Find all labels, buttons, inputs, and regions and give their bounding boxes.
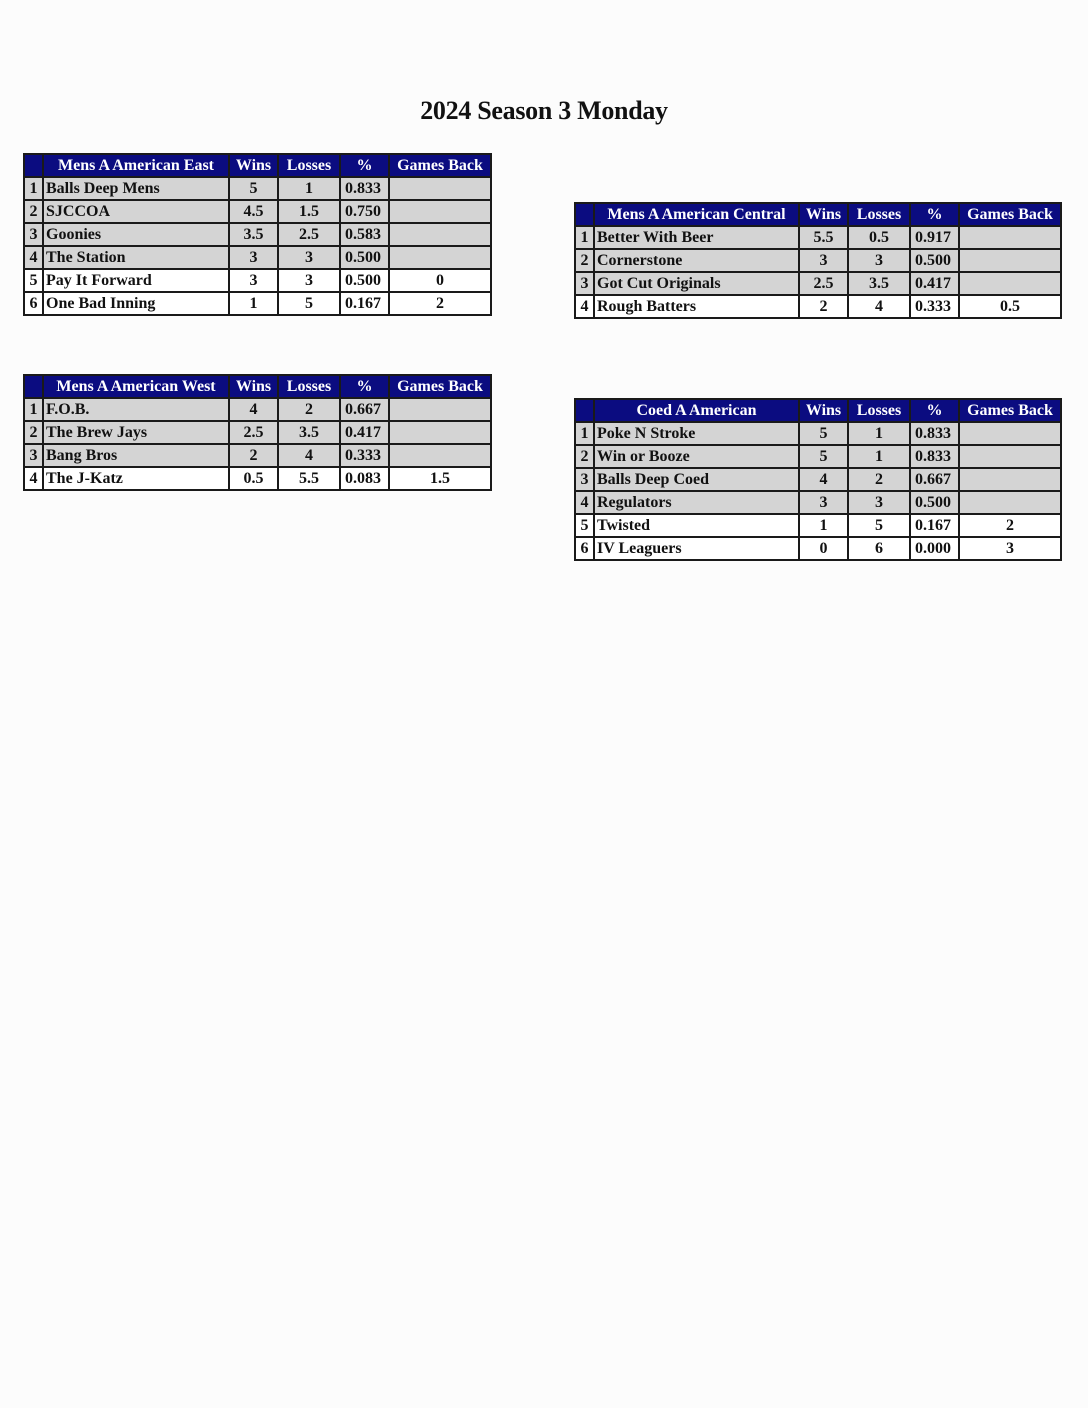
pct-cell: 0.000 bbox=[910, 537, 959, 560]
rank-cell: 3 bbox=[24, 444, 43, 467]
table-row bbox=[24, 467, 491, 490]
losses-cell: 0.5 bbox=[848, 226, 910, 249]
games-back-cell bbox=[959, 445, 1061, 468]
wins-cell: 2.5 bbox=[229, 421, 278, 444]
games-back-cell bbox=[959, 468, 1061, 491]
page-title: 2024 Season 3 Monday bbox=[420, 96, 668, 125]
losses-cell: 1.5 bbox=[278, 200, 340, 223]
games-back-cell: 1.5 bbox=[389, 467, 491, 490]
wins-column-header: Wins bbox=[229, 375, 278, 398]
pct-cell: 0.333 bbox=[910, 295, 959, 318]
games-back-cell bbox=[389, 200, 491, 223]
wins-cell: 2 bbox=[799, 295, 848, 318]
wins-cell: 3 bbox=[229, 246, 278, 269]
division-name: Mens A American Central bbox=[594, 203, 799, 226]
table-row bbox=[24, 444, 491, 467]
team-name-cell: Twisted bbox=[594, 514, 799, 537]
table-row bbox=[575, 422, 1061, 445]
games-back-cell bbox=[959, 249, 1061, 272]
table-header-row bbox=[24, 154, 491, 177]
table-row bbox=[24, 200, 491, 223]
table-row bbox=[575, 272, 1061, 295]
wins-cell: 1 bbox=[229, 292, 278, 315]
rank-cell: 4 bbox=[575, 491, 594, 514]
games-back-cell bbox=[389, 223, 491, 246]
pct-cell: 0.083 bbox=[340, 467, 389, 490]
pct-cell: 0.500 bbox=[910, 491, 959, 514]
team-name-cell: Balls Deep Mens bbox=[43, 177, 229, 200]
pct-column-header: % bbox=[340, 154, 389, 177]
team-name-cell: Balls Deep Coed bbox=[594, 468, 799, 491]
losses-column-header: Losses bbox=[848, 203, 910, 226]
pct-cell: 0.500 bbox=[910, 249, 959, 272]
pct-column-header: % bbox=[910, 203, 959, 226]
rank-cell: 1 bbox=[24, 177, 43, 200]
table-row bbox=[575, 295, 1061, 318]
games-back-cell bbox=[389, 246, 491, 269]
rank-cell: 1 bbox=[575, 422, 594, 445]
losses-cell: 3 bbox=[278, 269, 340, 292]
pct-cell: 0.583 bbox=[340, 223, 389, 246]
wins-cell: 3 bbox=[799, 491, 848, 514]
team-name-cell: Goonies bbox=[43, 223, 229, 246]
division-name: Coed A American bbox=[594, 399, 799, 422]
pct-column-header: % bbox=[340, 375, 389, 398]
games-back-cell: 2 bbox=[389, 292, 491, 315]
team-name-cell: The Brew Jays bbox=[43, 421, 229, 444]
games-back-cell bbox=[389, 444, 491, 467]
team-name-cell: F.O.B. bbox=[43, 398, 229, 421]
losses-cell: 1 bbox=[848, 445, 910, 468]
wins-cell: 5 bbox=[229, 177, 278, 200]
games-back-column-header: Games Back bbox=[389, 154, 491, 177]
wins-cell: 4 bbox=[799, 468, 848, 491]
standings-table-west bbox=[23, 374, 492, 491]
losses-cell: 2 bbox=[848, 468, 910, 491]
pct-cell: 0.417 bbox=[340, 421, 389, 444]
games-back-cell: 3 bbox=[959, 537, 1061, 560]
rank-cell: 3 bbox=[575, 468, 594, 491]
pct-cell: 0.917 bbox=[910, 226, 959, 249]
rank-cell: 3 bbox=[24, 223, 43, 246]
wins-column-header: Wins bbox=[229, 154, 278, 177]
losses-cell: 4 bbox=[848, 295, 910, 318]
team-name-cell: Rough Batters bbox=[594, 295, 799, 318]
standings-table-east bbox=[23, 153, 492, 316]
pct-cell: 0.333 bbox=[340, 444, 389, 467]
losses-cell: 5 bbox=[278, 292, 340, 315]
games-back-cell: 0.5 bbox=[959, 295, 1061, 318]
table-row bbox=[575, 445, 1061, 468]
pct-cell: 0.667 bbox=[340, 398, 389, 421]
rank-cell: 5 bbox=[575, 514, 594, 537]
table-row bbox=[24, 421, 491, 444]
rank-column-header bbox=[575, 399, 594, 422]
games-back-cell bbox=[959, 226, 1061, 249]
wins-cell: 1 bbox=[799, 514, 848, 537]
table-header-row bbox=[24, 375, 491, 398]
wins-cell: 3 bbox=[229, 269, 278, 292]
wins-cell: 3.5 bbox=[229, 223, 278, 246]
losses-cell: 2.5 bbox=[278, 223, 340, 246]
wins-cell: 0.5 bbox=[229, 467, 278, 490]
table-row bbox=[575, 249, 1061, 272]
games-back-cell: 2 bbox=[959, 514, 1061, 537]
games-back-cell bbox=[959, 272, 1061, 295]
losses-cell: 3 bbox=[848, 491, 910, 514]
rank-column-header bbox=[24, 375, 43, 398]
pct-cell: 0.500 bbox=[340, 246, 389, 269]
rank-cell: 5 bbox=[24, 269, 43, 292]
losses-cell: 3 bbox=[848, 249, 910, 272]
pct-cell: 0.167 bbox=[910, 514, 959, 537]
team-name-cell: Pay It Forward bbox=[43, 269, 229, 292]
losses-cell: 3.5 bbox=[278, 421, 340, 444]
pct-column-header: % bbox=[910, 399, 959, 422]
pct-cell: 0.750 bbox=[340, 200, 389, 223]
wins-cell: 0 bbox=[799, 537, 848, 560]
wins-cell: 3 bbox=[799, 249, 848, 272]
losses-column-header: Losses bbox=[278, 154, 340, 177]
rank-cell: 4 bbox=[24, 246, 43, 269]
wins-cell: 2 bbox=[229, 444, 278, 467]
games-back-cell: 0 bbox=[389, 269, 491, 292]
team-name-cell: The Station bbox=[43, 246, 229, 269]
wins-cell: 4 bbox=[229, 398, 278, 421]
games-back-cell bbox=[389, 421, 491, 444]
pct-cell: 0.833 bbox=[340, 177, 389, 200]
games-back-column-header: Games Back bbox=[389, 375, 491, 398]
losses-cell: 4 bbox=[278, 444, 340, 467]
pct-cell: 0.833 bbox=[910, 422, 959, 445]
table-row bbox=[24, 398, 491, 421]
rank-cell: 2 bbox=[575, 445, 594, 468]
pct-cell: 0.667 bbox=[910, 468, 959, 491]
losses-cell: 5 bbox=[848, 514, 910, 537]
games-back-cell bbox=[389, 177, 491, 200]
wins-cell: 4.5 bbox=[229, 200, 278, 223]
team-name-cell: The J-Katz bbox=[43, 467, 229, 490]
pct-cell: 0.417 bbox=[910, 272, 959, 295]
team-name-cell: Win or Booze bbox=[594, 445, 799, 468]
pct-cell: 0.167 bbox=[340, 292, 389, 315]
division-name: Mens A American West bbox=[43, 375, 229, 398]
wins-cell: 2.5 bbox=[799, 272, 848, 295]
losses-cell: 6 bbox=[848, 537, 910, 560]
rank-cell: 4 bbox=[575, 295, 594, 318]
rank-cell: 1 bbox=[575, 226, 594, 249]
division-name: Mens A American East bbox=[43, 154, 229, 177]
table-row bbox=[24, 292, 491, 315]
team-name-cell: Better With Beer bbox=[594, 226, 799, 249]
team-name-cell: Regulators bbox=[594, 491, 799, 514]
table-row bbox=[24, 246, 491, 269]
rank-cell: 2 bbox=[24, 200, 43, 223]
table-row bbox=[24, 223, 491, 246]
games-back-column-header: Games Back bbox=[959, 399, 1061, 422]
losses-cell: 1 bbox=[848, 422, 910, 445]
wins-cell: 5 bbox=[799, 422, 848, 445]
losses-cell: 5.5 bbox=[278, 467, 340, 490]
losses-cell: 3 bbox=[278, 246, 340, 269]
games-back-cell bbox=[389, 398, 491, 421]
rank-cell: 4 bbox=[24, 467, 43, 490]
wins-cell: 5 bbox=[799, 445, 848, 468]
table-row bbox=[575, 226, 1061, 249]
pct-cell: 0.500 bbox=[340, 269, 389, 292]
rank-cell: 3 bbox=[575, 272, 594, 295]
losses-cell: 1 bbox=[278, 177, 340, 200]
losses-cell: 2 bbox=[278, 398, 340, 421]
losses-column-header: Losses bbox=[278, 375, 340, 398]
rank-cell: 6 bbox=[575, 537, 594, 560]
standings-table-central bbox=[574, 202, 1062, 319]
rank-cell: 2 bbox=[24, 421, 43, 444]
table-row bbox=[575, 468, 1061, 491]
rank-cell: 2 bbox=[575, 249, 594, 272]
team-name-cell: Got Cut Originals bbox=[594, 272, 799, 295]
wins-cell: 5.5 bbox=[799, 226, 848, 249]
games-back-column-header: Games Back bbox=[959, 203, 1061, 226]
table-row bbox=[575, 491, 1061, 514]
table-row bbox=[24, 177, 491, 200]
team-name-cell: Cornerstone bbox=[594, 249, 799, 272]
losses-cell: 3.5 bbox=[848, 272, 910, 295]
team-name-cell: Poke N Stroke bbox=[594, 422, 799, 445]
wins-column-header: Wins bbox=[799, 399, 848, 422]
rank-cell: 6 bbox=[24, 292, 43, 315]
table-header-row bbox=[575, 203, 1061, 226]
games-back-cell bbox=[959, 491, 1061, 514]
losses-column-header: Losses bbox=[848, 399, 910, 422]
team-name-cell: Bang Bros bbox=[43, 444, 229, 467]
team-name-cell: One Bad Inning bbox=[43, 292, 229, 315]
pct-cell: 0.833 bbox=[910, 445, 959, 468]
rank-column-header bbox=[575, 203, 594, 226]
table-row bbox=[575, 537, 1061, 560]
team-name-cell: SJCCOA bbox=[43, 200, 229, 223]
wins-column-header: Wins bbox=[799, 203, 848, 226]
rank-column-header bbox=[24, 154, 43, 177]
standings-table-coed bbox=[574, 398, 1062, 561]
games-back-cell bbox=[959, 422, 1061, 445]
table-row bbox=[24, 269, 491, 292]
team-name-cell: IV Leaguers bbox=[594, 537, 799, 560]
table-row bbox=[575, 514, 1061, 537]
table-header-row bbox=[575, 399, 1061, 422]
rank-cell: 1 bbox=[24, 398, 43, 421]
